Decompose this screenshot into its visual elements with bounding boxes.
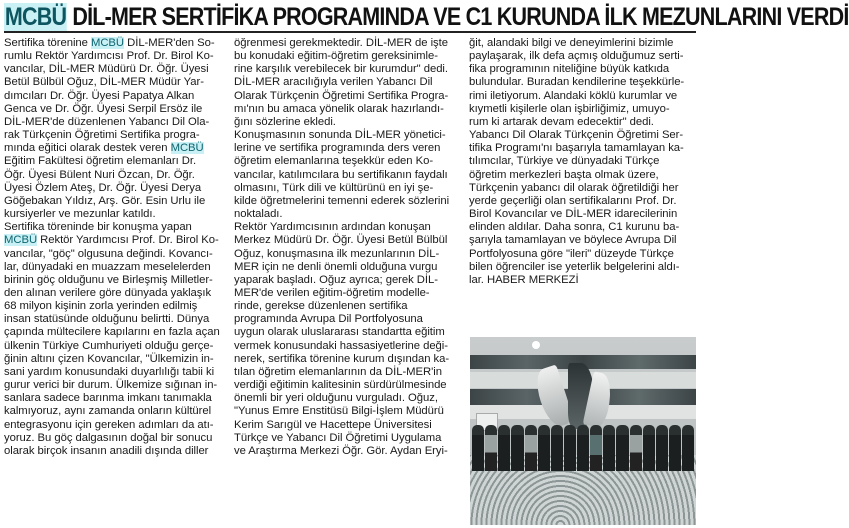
text-segment: birinin göç olduğunu ve Birleşmiş Milletler-	[4, 273, 213, 286]
text-line	[469, 63, 697, 76]
text-line	[469, 182, 697, 195]
text-segment: "Yunus Emre Enstitüsü Bilgi-İşlem Müdürü	[234, 405, 444, 418]
person	[682, 425, 694, 471]
text-line	[234, 37, 468, 50]
text-segment: elinden aldılar. Daha sonra, C1 kurunu ba-	[469, 221, 680, 234]
text-line	[234, 195, 468, 208]
text-segment: şarıyla tamamlayan ve böylece Avrupa Dil	[469, 234, 677, 247]
text-line	[469, 221, 697, 234]
text-segment: bu konudaki eğitim-öğretim gereksinimle-	[234, 50, 438, 63]
text-segment: bulundular. Buradan kendilerine teşekkürle-	[469, 76, 685, 89]
text-line	[234, 366, 468, 379]
text-line	[4, 326, 232, 339]
text-line	[469, 90, 697, 103]
text-segment: kilde öğretmelerini temenni ederek sözlerini	[234, 194, 450, 207]
text-segment: noktaladı.	[234, 208, 283, 221]
text-line	[469, 248, 697, 261]
text-segment: Rektör Yardımcısının ardından konuşan	[234, 221, 431, 234]
text-line	[234, 261, 468, 274]
text-segment: Göğebakan Yıldız, Arş. Gör. Esin Urlu ile	[4, 194, 206, 207]
text-segment: Rektör Yardımcısı Prof. Dr. Birol Ko-	[37, 234, 219, 247]
text-line	[234, 76, 468, 89]
text-segment: tılımcılar, Türkiye ve dünyadaki Türkçe	[469, 155, 660, 168]
text-line	[469, 261, 697, 274]
text-segment: gurur verici bir durum. Ülkemize sığınan in-	[4, 379, 218, 392]
person	[538, 425, 550, 471]
group-of-people	[470, 421, 696, 471]
text-segment: insan statüsünde olduğunu belirtti. Dünya	[4, 313, 210, 326]
highlight-mcbu: MCBÜ	[4, 234, 38, 247]
article-photo	[470, 337, 696, 525]
text-segment: verdiği eğitimin kalitesinin sürdürülmesinde	[234, 379, 447, 392]
text-line	[4, 353, 232, 366]
text-line	[234, 90, 468, 103]
text-segment: Birol Kovancılar ve DİL-MER idarecilerinin	[469, 208, 678, 221]
text-segment: çapında mültecilere kapılarını en fazla açan	[4, 326, 220, 339]
text-segment: öğrenmesi gerekmektedir. DİL-MER de işte	[234, 37, 448, 49]
text-segment: vancılar, DİL-MER Müdürü Dr. Öğr. Üyesi	[4, 63, 209, 76]
text-segment: olarak birçok insanın anadili dışında diller	[4, 444, 209, 457]
text-line	[234, 353, 468, 366]
person	[551, 425, 563, 471]
text-line	[234, 234, 468, 247]
person	[564, 425, 576, 471]
text-line	[234, 129, 468, 142]
person	[472, 425, 484, 471]
column-3	[469, 37, 697, 287]
text-segment: olmasını, Türk dili ve kültürünü en iyi şe-	[234, 181, 434, 194]
text-segment: 68 milyon kişinin zorla yerinden edilmiş	[4, 300, 198, 313]
text-segment: Türkçe ve Yabancı Dil Öğretimi Uygulama	[234, 431, 442, 444]
text-line	[469, 116, 697, 129]
text-segment: Oğuz, konuşmasına ilk mezunlarının DİL-	[234, 247, 440, 260]
text-line	[4, 392, 232, 405]
text-line	[4, 234, 232, 247]
headline-highlight: MCBÜ	[4, 3, 67, 31]
text-segment: öğretim elemanlarına teşekkür eden Ko-	[234, 155, 434, 168]
person	[498, 425, 510, 471]
text-segment: kıymetli kişilerle olan işbirliğimiz, umuyo-	[469, 102, 670, 115]
text-segment: vancılar, "göç" olgusuna değindi. Kovancı-	[4, 247, 213, 260]
text-line	[469, 142, 697, 155]
text-line	[4, 379, 232, 392]
text-line	[234, 419, 468, 432]
text-line	[4, 274, 232, 287]
text-segment: ve Araştırma Merkezi Öğr. Gör. Aydan Eryi-	[234, 444, 448, 457]
text-segment: rine karşılık verebilecek bir kurumdur" dedi.	[234, 63, 448, 76]
text-segment: Öğr. Üyesi Bülent Nuri Özcan, Dr. Öğr.	[4, 168, 195, 181]
text-segment: Üyesi Özlem Ateş, Dr. Öğr. Üyesi Derya	[4, 181, 202, 194]
text-line	[4, 116, 232, 129]
text-line	[4, 76, 232, 89]
text-segment: den alınan verilere göre dünyada yaklaşık	[4, 286, 212, 299]
text-segment: DİL-MER aracılığıyla verilen Yabancı Dil	[234, 76, 433, 89]
text-segment: rimi iletiyorum. Alandaki köklü kurumlar ve	[469, 89, 678, 102]
text-segment: Kerim Sarıgül ve Hacettepe Üniversitesi	[234, 418, 432, 431]
text-line	[234, 445, 468, 458]
text-line	[4, 313, 232, 326]
text-segment: nerek, sertifika törenine kurum dışından ka-	[234, 352, 450, 365]
text-line	[4, 155, 232, 168]
text-line	[4, 195, 232, 208]
text-segment: kalmıyoruz, aynı zamanda onların kültürel	[4, 405, 212, 418]
text-segment: sani yardım konusundaki duyarlılığı tabii ki	[4, 365, 215, 378]
text-segment: programında Avrupa Dil Portfolyosuna	[234, 313, 423, 326]
text-line	[234, 169, 468, 182]
text-line	[469, 76, 697, 89]
person	[669, 425, 681, 471]
text-line	[4, 248, 232, 261]
photo-sun	[532, 341, 540, 349]
text-segment: yaparak başladı. Oğuz ayrıca; gerek DİL-	[234, 273, 438, 286]
text-segment: Türkçenin yabancı dil olarak öğretildiği her	[469, 181, 679, 194]
text-line	[4, 208, 232, 221]
text-line	[469, 169, 697, 182]
text-line	[469, 234, 697, 247]
text-segment: rum ki artarak devam edecektir" dedi.	[469, 115, 654, 128]
text-segment: dımcıları Dr. Öğr. Üyesi Papatya Alkan	[4, 89, 195, 102]
text-segment: vermek konusundaki hassasiyetlerine deği-	[234, 339, 448, 352]
text-segment: Sertifika törenine	[4, 37, 91, 49]
text-segment: tifika Programı'nı başarıyla tamamlayan ka-	[469, 142, 684, 155]
text-segment: öğretim merkezleri başta olmak üzere,	[469, 168, 659, 181]
column-2	[234, 37, 468, 458]
text-segment: fika programının niteliğine büyük katkıda	[469, 63, 670, 76]
text-segment: ülkenin Türkiye Cumhuriyeti olduğu gerçe-	[4, 339, 214, 352]
text-segment: lar, dünyadaki en muazzam meselelerden	[4, 260, 211, 273]
text-line	[234, 274, 468, 287]
text-line	[234, 182, 468, 195]
text-line	[4, 142, 232, 155]
text-line	[234, 221, 468, 234]
person	[525, 425, 537, 471]
text-line	[4, 419, 232, 432]
highlight-mcbu: MCBÜ	[170, 142, 204, 155]
text-segment: entegrasyonu için gereken adımları da atı-	[4, 418, 214, 431]
text-line	[4, 300, 232, 313]
text-line	[234, 287, 468, 300]
text-line	[234, 155, 468, 168]
text-segment: tılan öğretim elemanlarının da DİL-MER'in	[234, 365, 442, 378]
text-segment: MER'de verilen eğitim-öğretim modelle-	[234, 286, 430, 299]
text-segment: rak Türkçenin Öğretimi Sertifika progra-	[4, 129, 200, 142]
text-line	[234, 142, 468, 155]
text-line	[234, 50, 468, 63]
text-line	[469, 50, 697, 63]
headline-text: DİL-MER SERTİFİKA PROGRAMINDA VE C1 KURUNDA İLK MEZUNLARINI VERDİ	[67, 3, 849, 31]
text-segment: Sertifika töreninde bir konuşma yapan	[4, 221, 192, 234]
headline-rule	[4, 31, 696, 33]
text-line	[4, 129, 232, 142]
text-line	[234, 313, 468, 326]
text-line	[469, 129, 697, 142]
text-line	[4, 432, 232, 445]
text-line	[469, 37, 697, 50]
text-segment: lerine ve sertifika programında ders veren	[234, 142, 441, 155]
text-segment: Eğitim Fakültesi öğretim elemanları Dr.	[4, 155, 197, 168]
text-segment: Olarak Türkçenin Öğretimi Sertifika Progra-	[234, 89, 449, 102]
text-line	[469, 274, 697, 287]
column-1	[4, 37, 232, 458]
text-segment: DİL-MER'de düzenlenen Yabancı Dil Ola-	[4, 115, 210, 128]
person	[511, 425, 523, 471]
text-line	[4, 50, 232, 63]
text-line	[469, 103, 697, 116]
text-segment: Konuşmasının sonunda DİL-MER yönetici-	[234, 129, 446, 142]
text-line	[234, 63, 468, 76]
person	[630, 425, 642, 471]
text-segment: Genca ve Dr. Öğr. Üyesi Serpil Ersöz ile	[4, 102, 203, 115]
text-line	[4, 103, 232, 116]
text-segment: vancılar, katılımcılara bu sertifikanın faydalı	[234, 168, 448, 181]
text-line	[4, 182, 232, 195]
text-line	[234, 248, 468, 261]
text-segment: Portfolyosuna göre "ileri" düzeyde Türkçe	[469, 247, 674, 260]
text-segment: Merkez Müdürü Dr. Öğr. Üyesi Betül Bülbül	[234, 234, 448, 247]
text-line	[4, 445, 232, 458]
text-segment: DİL-MER'den So-	[124, 37, 215, 49]
text-line	[469, 195, 697, 208]
text-segment: yerde geçerliği olan sertifikalarını Prof. Dr.	[469, 194, 677, 207]
text-segment: ğını sözlerine ekledi.	[234, 115, 336, 128]
text-line	[4, 405, 232, 418]
text-segment: mında eğitici olarak destek veren	[4, 142, 171, 155]
text-segment: paylaşarak, ilk defa açmış olduğumuz serti-	[469, 50, 684, 63]
person	[485, 425, 497, 471]
text-segment: rinde, gerekse düzenlenen sertifika	[234, 300, 408, 313]
text-line	[234, 340, 468, 353]
text-segment: önemli bir yeri olduğunu vurguladı. Oğuz,	[234, 392, 438, 405]
person	[603, 425, 615, 471]
text-line	[4, 366, 232, 379]
text-line	[469, 208, 697, 221]
text-line	[234, 326, 468, 339]
text-segment: yoruz. Bu göç dalgasının doğal bir sonucu	[4, 431, 213, 444]
person	[656, 425, 668, 471]
text-line	[4, 37, 232, 50]
highlight-mcbu: MCBÜ	[90, 37, 125, 49]
text-line	[234, 392, 468, 405]
text-segment: bilen öğrenciler ise yeterlik belgelerini aldı-	[469, 260, 680, 273]
text-segment: ğit, alandaki bilgi ve deneyimlerini bizimle	[469, 37, 674, 49]
person	[577, 425, 589, 471]
text-line	[234, 405, 468, 418]
text-line	[4, 90, 232, 103]
text-line	[469, 155, 697, 168]
text-segment: sanlara sadece barınma imkanı tanımakla	[4, 392, 212, 405]
text-segment: Betül Bülbül Oğuz, DİL-MER Müdür Yar-	[4, 76, 204, 89]
text-line	[234, 379, 468, 392]
text-segment: mı'nın bu amaca yönelik olarak hazırlandı-	[234, 102, 444, 115]
text-segment: rumlu Rektör Yardımcısı Prof. Dr. Birol Ko-	[4, 50, 214, 63]
headline	[4, 2, 849, 32]
text-segment: lar. HABER MERKEZİ	[469, 273, 579, 286]
text-line	[234, 432, 468, 445]
text-segment: kursiyerler ve mezunlar katıldı.	[4, 208, 156, 221]
text-line	[234, 103, 468, 116]
text-line	[234, 300, 468, 313]
person	[643, 425, 655, 471]
text-line	[4, 287, 232, 300]
text-line	[234, 208, 468, 221]
text-line	[4, 63, 232, 76]
text-line	[234, 116, 468, 129]
text-line	[4, 221, 232, 234]
text-line	[4, 261, 232, 274]
text-segment: Yabancı Dil Olarak Türkçenin Öğretimi Ser-	[469, 129, 684, 142]
text-segment: MER için ne denli önemli olduğuna vurgu	[234, 260, 438, 273]
text-segment: uygun olarak uluslararası standartta eğitim	[234, 326, 445, 339]
text-line	[4, 340, 232, 353]
text-segment: ğinin altını çizen Kovancılar, "Ülkemizin in-	[4, 352, 214, 365]
text-line	[4, 169, 232, 182]
person	[616, 425, 628, 471]
person	[590, 425, 602, 471]
